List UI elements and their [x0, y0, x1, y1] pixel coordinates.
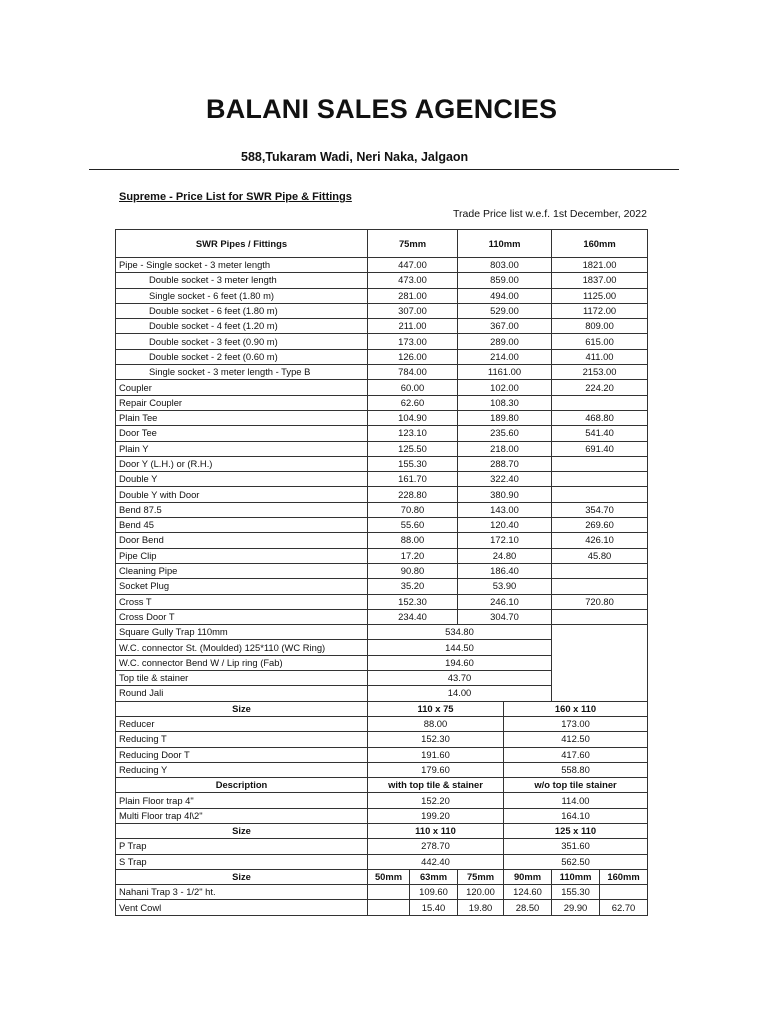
price-list-title: Supreme - Price List for SWR Pipe & Fittings — [119, 191, 352, 203]
price: 534.80 — [368, 625, 552, 640]
price-160mm: 2153.00 — [552, 365, 648, 380]
price-110mm: 172.10 — [458, 533, 552, 548]
price-110mm: 102.00 — [458, 380, 552, 395]
price-160mm: 691.40 — [552, 441, 648, 456]
section-col-b: w/o top tile stainer — [504, 778, 648, 793]
price-75mm: 155.30 — [368, 456, 458, 471]
item-name: Double Y — [116, 472, 368, 487]
price-a: 152.20 — [368, 793, 504, 808]
item-name: Bend 87.5 — [116, 502, 368, 517]
price-110mm: 380.90 — [458, 487, 552, 502]
table-row — [116, 839, 648, 854]
price-110mm: 859.00 — [458, 273, 552, 288]
item-name: Nahani Trap 3 - 1/2" ht. — [116, 885, 368, 900]
table-row — [116, 303, 648, 318]
item-name: Reducer — [116, 716, 368, 731]
price-75mm: 90.80 — [368, 563, 458, 578]
price-160mm: 720.80 — [552, 594, 648, 609]
price-a: 152.30 — [368, 732, 504, 747]
table-row — [116, 380, 648, 395]
price-a: 199.20 — [368, 808, 504, 823]
table-row — [116, 579, 648, 594]
item-name: W.C. connector St. (Moulded) 125*110 (WC Ring) — [116, 640, 368, 655]
size-col-50mm: 50mm — [368, 869, 410, 884]
table-header-row — [116, 230, 648, 258]
item-name: Reducing T — [116, 732, 368, 747]
price-110mm: 189.80 — [458, 410, 552, 425]
item-name: Cross T — [116, 594, 368, 609]
table-row — [116, 900, 648, 915]
item-name: Single socket - 6 feet (1.80 m) — [116, 288, 368, 303]
price-110mm: 494.00 — [458, 288, 552, 303]
item-name: Door Y (L.H.) or (R.H.) — [116, 456, 368, 471]
price-110mm: 288.70 — [458, 456, 552, 471]
price: 14.00 — [368, 686, 552, 701]
price-75mm: 123.10 — [368, 426, 458, 441]
section-label: Description — [116, 778, 368, 793]
price-160mm: 809.00 — [552, 319, 648, 334]
price-160mm: 224.20 — [552, 380, 648, 395]
price: 194.60 — [368, 655, 552, 670]
item-name: Door Tee — [116, 426, 368, 441]
header-110mm: 110mm — [458, 230, 552, 258]
price-75mm: 473.00 — [368, 273, 458, 288]
item-name: Plain Y — [116, 441, 368, 456]
item-name: Coupler — [116, 380, 368, 395]
price-a: 88.00 — [368, 716, 504, 731]
section-header-row — [116, 869, 648, 884]
table-row — [116, 426, 648, 441]
price-160mm: 426.10 — [552, 533, 648, 548]
price-75mm: 60.00 — [368, 380, 458, 395]
item-name: P Trap — [116, 839, 368, 854]
item-name: Double socket - 6 feet (1.80 m) — [116, 303, 368, 318]
price-a: 191.60 — [368, 747, 504, 762]
price-110mm: 529.00 — [458, 303, 552, 318]
price-75mm: 447.00 — [368, 258, 458, 273]
item-name: Square Gully Trap 110mm — [116, 625, 368, 640]
price-110mm: 155.30 — [552, 885, 600, 900]
item-name: Cross Door T — [116, 609, 368, 624]
item-name: Reducing Y — [116, 762, 368, 777]
price-90mm: 28.50 — [504, 900, 552, 915]
price-b: 173.00 — [504, 716, 648, 731]
item-name: Double socket - 3 feet (0.90 m) — [116, 334, 368, 349]
table-row — [116, 395, 648, 410]
size-col-90mm: 90mm — [504, 869, 552, 884]
item-name: Single socket - 3 meter length - Type B — [116, 365, 368, 380]
price-75mm: 173.00 — [368, 334, 458, 349]
table-row — [116, 732, 648, 747]
table-row — [116, 502, 648, 517]
price-110mm: 29.90 — [552, 900, 600, 915]
price-110mm: 120.40 — [458, 518, 552, 533]
item-name: Pipe Clip — [116, 548, 368, 563]
price-110mm: 803.00 — [458, 258, 552, 273]
price-110mm: 53.90 — [458, 579, 552, 594]
section-col-b: 160 x 110 — [504, 701, 648, 716]
item-name: Double Y with Door — [116, 487, 368, 502]
price-b: 351.60 — [504, 839, 648, 854]
price-110mm: 289.00 — [458, 334, 552, 349]
price-160mm — [552, 609, 648, 624]
item-name: Double socket - 3 meter length — [116, 273, 368, 288]
table-row — [116, 273, 648, 288]
size-col-160mm: 160mm — [600, 869, 648, 884]
header-divider — [89, 169, 679, 170]
table-row — [116, 258, 648, 273]
price-110mm: 235.60 — [458, 426, 552, 441]
price-75mm: 228.80 — [368, 487, 458, 502]
section-label: Size — [116, 869, 368, 884]
item-name: Round Jali — [116, 686, 368, 701]
price-b: 114.00 — [504, 793, 648, 808]
price-160mm: 1837.00 — [552, 273, 648, 288]
price-75mm: 211.00 — [368, 319, 458, 334]
header-75mm: 75mm — [368, 230, 458, 258]
table-row — [116, 441, 648, 456]
price-75mm: 126.00 — [368, 349, 458, 364]
price-110mm: 246.10 — [458, 594, 552, 609]
price-b: 558.80 — [504, 762, 648, 777]
item-name: Vent Cowl — [116, 900, 368, 915]
price-110mm: 24.80 — [458, 548, 552, 563]
price-160mm: 1125.00 — [552, 288, 648, 303]
price-110mm: 108.30 — [458, 395, 552, 410]
price-160mm: 468.80 — [552, 410, 648, 425]
price-75mm: 281.00 — [368, 288, 458, 303]
section-label: Size — [116, 823, 368, 838]
price-160mm — [600, 885, 648, 900]
section-col-a: 110 x 110 — [368, 823, 504, 838]
price-110mm: 143.00 — [458, 502, 552, 517]
price-110mm: 214.00 — [458, 349, 552, 364]
price-a: 179.60 — [368, 762, 504, 777]
price-110mm: 1161.00 — [458, 365, 552, 380]
price-160mm: 45.80 — [552, 548, 648, 563]
price-75mm: 234.40 — [368, 609, 458, 624]
table-row — [116, 793, 648, 808]
price-63mm: 15.40 — [410, 900, 458, 915]
price-75mm: 307.00 — [368, 303, 458, 318]
table-row — [116, 334, 648, 349]
price-75mm: 125.50 — [368, 441, 458, 456]
price-b: 562.50 — [504, 854, 648, 869]
table-row — [116, 533, 648, 548]
item-name: W.C. connector Bend W / Lip ring (Fab) — [116, 655, 368, 670]
price-50mm — [368, 885, 410, 900]
price-75mm: 88.00 — [368, 533, 458, 548]
price-110mm: 367.00 — [458, 319, 552, 334]
section-col-a: 110 x 75 — [368, 701, 504, 716]
price-160mm — [552, 579, 648, 594]
price-75mm: 70.80 — [368, 502, 458, 517]
price-160mm: 1821.00 — [552, 258, 648, 273]
table-row — [116, 487, 648, 502]
price-160mm — [552, 456, 648, 471]
price-table — [115, 229, 648, 916]
price-75mm: 784.00 — [368, 365, 458, 380]
price-75mm: 62.60 — [368, 395, 458, 410]
item-name: Double socket - 4 feet (1.20 m) — [116, 319, 368, 334]
item-name: Plain Floor trap 4" — [116, 793, 368, 808]
price-110mm: 186.40 — [458, 563, 552, 578]
price-160mm: 269.60 — [552, 518, 648, 533]
price-160mm: 541.40 — [552, 426, 648, 441]
item-name: Reducing Door T — [116, 747, 368, 762]
company-address: 588,Tukaram Wadi, Neri Naka, Jalgaon — [241, 150, 469, 164]
table-row — [116, 349, 648, 364]
price-a: 442.40 — [368, 854, 504, 869]
item-name: Top tile & stainer — [116, 671, 368, 686]
price-160mm: 354.70 — [552, 502, 648, 517]
price-160mm: 1172.00 — [552, 303, 648, 318]
price-50mm — [368, 900, 410, 915]
price-63mm: 109.60 — [410, 885, 458, 900]
price-b: 412.50 — [504, 732, 648, 747]
price-160mm: 411.00 — [552, 349, 648, 364]
item-name: Repair Coupler — [116, 395, 368, 410]
price-75mm: 19.80 — [458, 900, 504, 915]
price-a: 278.70 — [368, 839, 504, 854]
section-label: Size — [116, 701, 368, 716]
item-name: Pipe - Single socket - 3 meter length — [116, 258, 368, 273]
company-name: BALANI SALES AGENCIES — [206, 94, 558, 124]
item-name: Bend 45 — [116, 518, 368, 533]
table-row — [116, 594, 648, 609]
header-item-col: SWR Pipes / Fittings — [116, 230, 368, 258]
section-header-row — [116, 701, 648, 716]
trade-price-note: Trade Price list w.e.f. 1st December, 2022 — [453, 208, 647, 220]
section-col-b: 125 x 110 — [504, 823, 648, 838]
table-row — [116, 518, 648, 533]
price-160mm: 62.70 — [600, 900, 648, 915]
header-160mm: 160mm — [552, 230, 648, 258]
table-row — [116, 716, 648, 731]
table-row — [116, 808, 648, 823]
table-row — [116, 456, 648, 471]
item-name: Cleaning Pipe — [116, 563, 368, 578]
price-75mm: 161.70 — [368, 472, 458, 487]
table-row — [116, 854, 648, 869]
table-row — [116, 563, 648, 578]
item-name: Plain Tee — [116, 410, 368, 425]
price-b: 164.10 — [504, 808, 648, 823]
price-75mm: 104.90 — [368, 410, 458, 425]
table-row — [116, 365, 648, 380]
price-75mm: 120.00 — [458, 885, 504, 900]
section-col-a: with top tile & stainer — [368, 778, 504, 793]
price-75mm: 17.20 — [368, 548, 458, 563]
table-row — [116, 762, 648, 777]
table-row — [116, 288, 648, 303]
price-160mm: 615.00 — [552, 334, 648, 349]
table-row — [116, 548, 648, 563]
price-160mm — [552, 395, 648, 410]
section-header-row — [116, 778, 648, 793]
price-75mm: 35.20 — [368, 579, 458, 594]
price-160mm — [552, 472, 648, 487]
size-col-75mm: 75mm — [458, 869, 504, 884]
table-row — [116, 609, 648, 624]
item-name: Door Bend — [116, 533, 368, 548]
size-col-63mm: 63mm — [410, 869, 458, 884]
table-row — [116, 885, 648, 900]
price-110mm: 218.00 — [458, 441, 552, 456]
price-110mm: 322.40 — [458, 472, 552, 487]
section-header-row — [116, 823, 648, 838]
blank-cell — [552, 625, 648, 701]
price: 144.50 — [368, 640, 552, 655]
table-row — [116, 625, 648, 640]
price-160mm — [552, 563, 648, 578]
price-b: 417.60 — [504, 747, 648, 762]
price-110mm: 304.70 — [458, 609, 552, 624]
item-name: Double socket - 2 feet (0.60 m) — [116, 349, 368, 364]
table-row — [116, 747, 648, 762]
price-75mm: 55.60 — [368, 518, 458, 533]
table-row — [116, 472, 648, 487]
size-col-110mm: 110mm — [552, 869, 600, 884]
table-row — [116, 410, 648, 425]
price-160mm — [552, 487, 648, 502]
price-75mm: 152.30 — [368, 594, 458, 609]
price: 43.70 — [368, 671, 552, 686]
item-name: S Trap — [116, 854, 368, 869]
price-90mm: 124.60 — [504, 885, 552, 900]
item-name: Socket Plug — [116, 579, 368, 594]
item-name: Multi Floor trap 4l\2" — [116, 808, 368, 823]
table-row — [116, 319, 648, 334]
